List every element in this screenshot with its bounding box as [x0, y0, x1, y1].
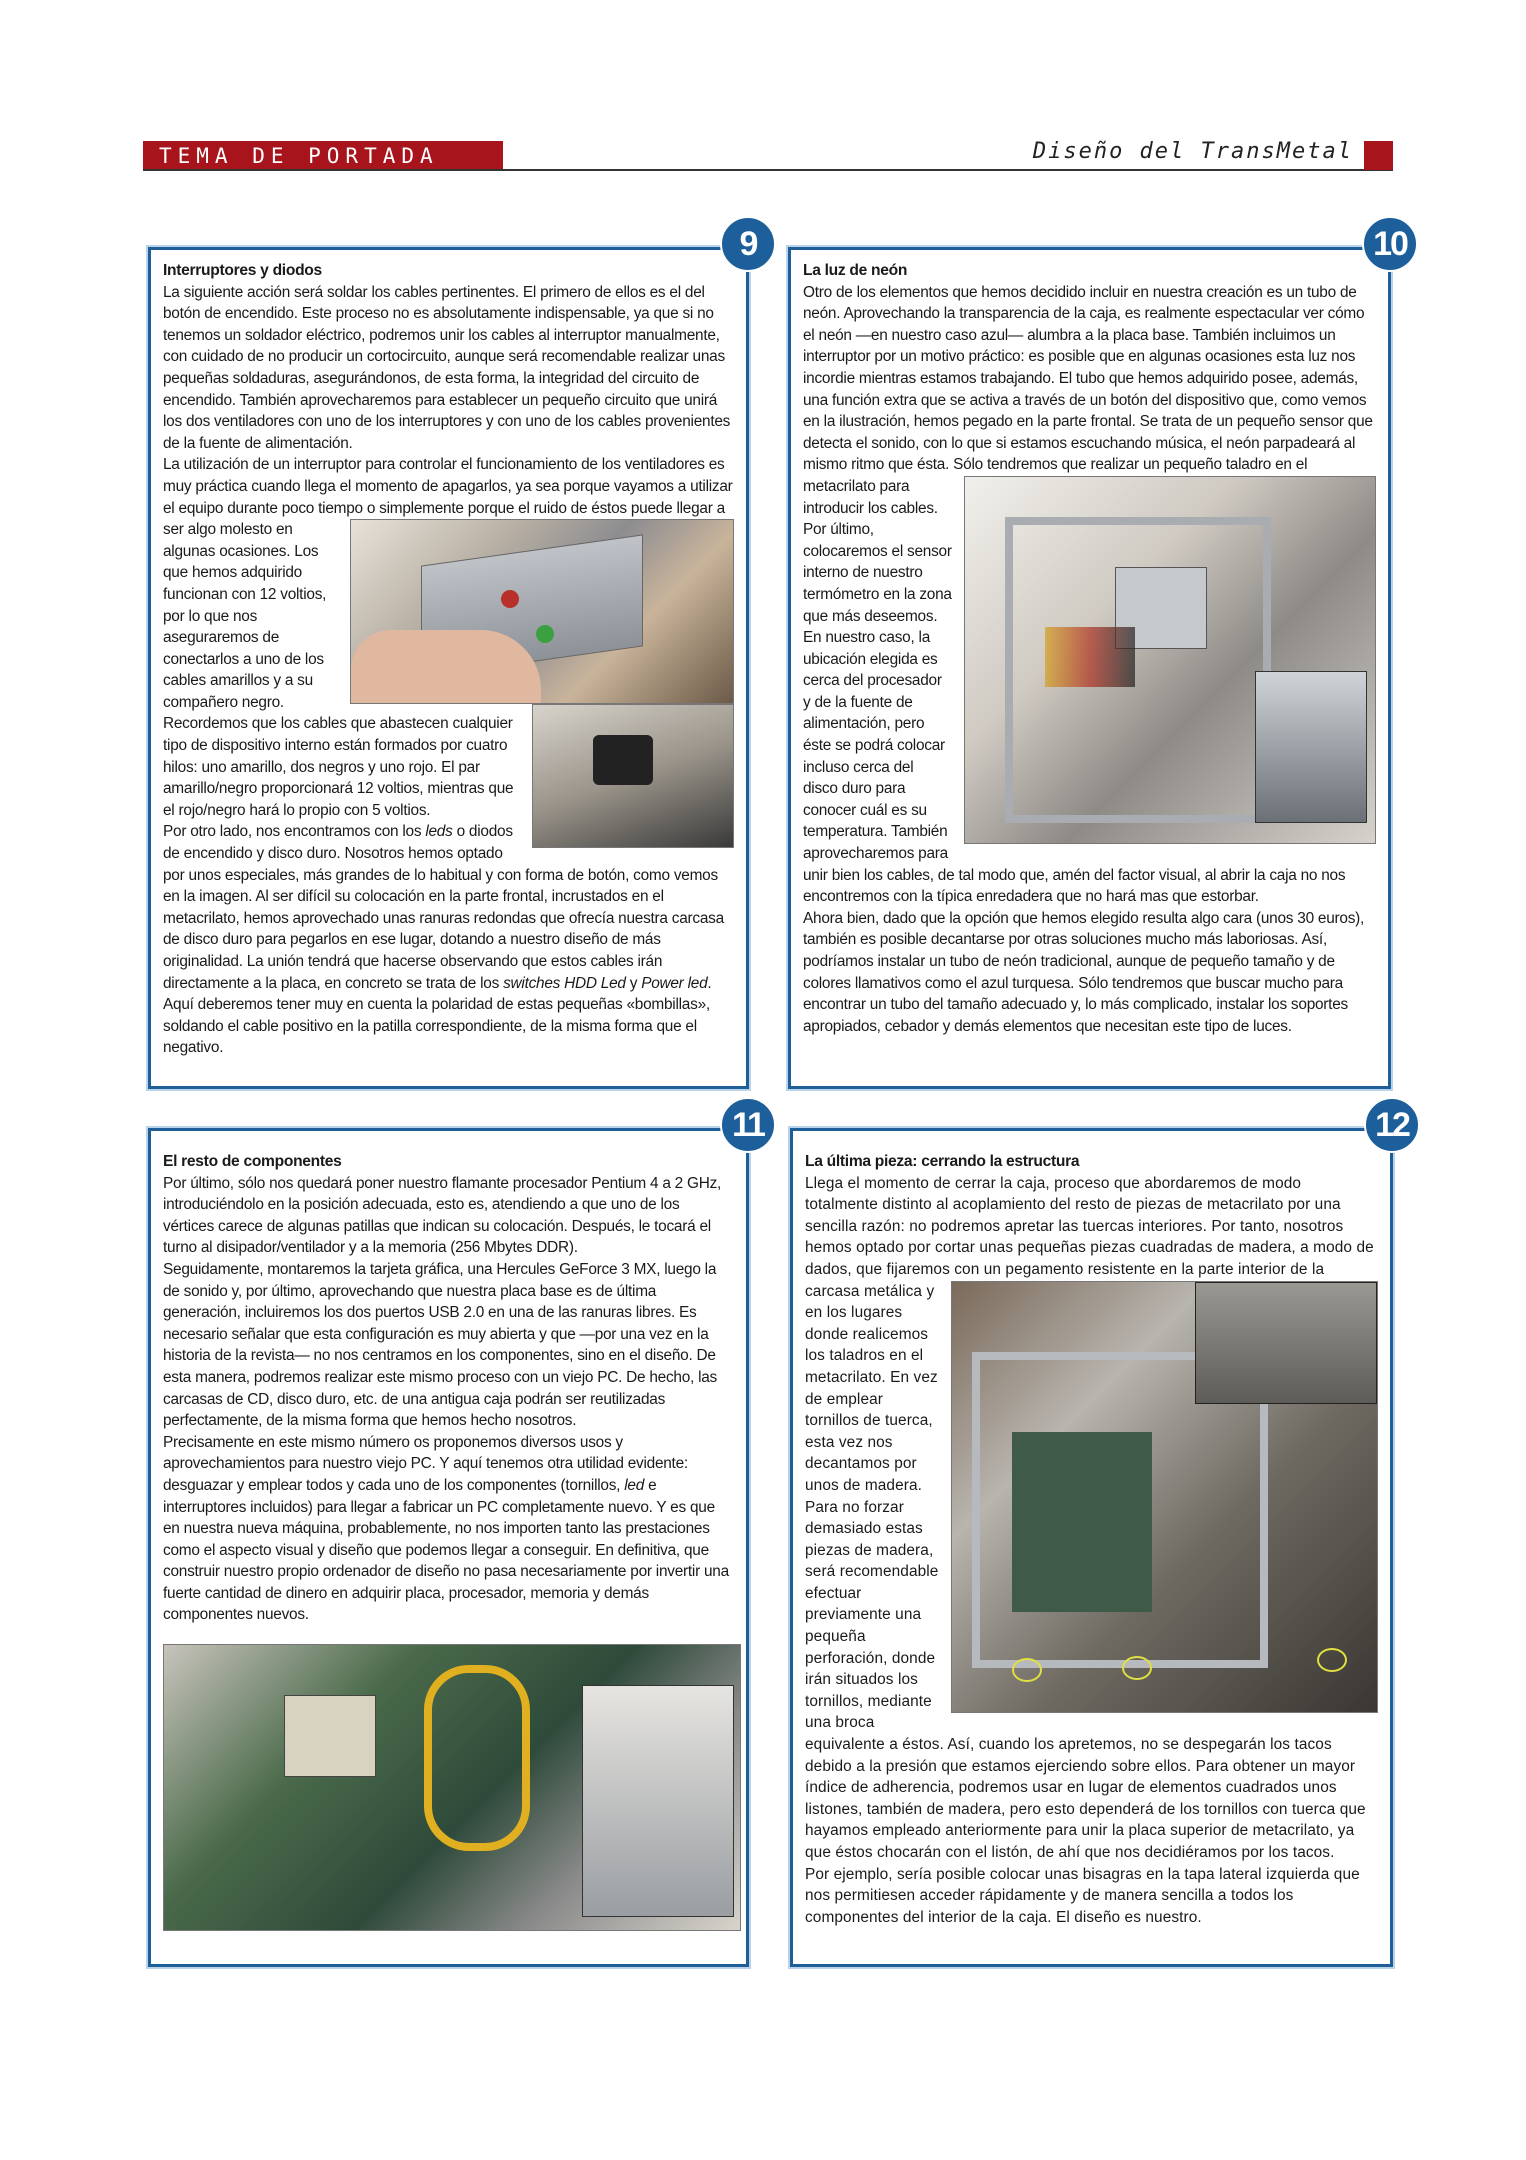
photo-neon-case — [964, 476, 1376, 844]
text: Precisamente en este mismo número os proponemos diversos usos y aprovechamientos para nuestro viejo PC. Y aquí tenemos otra utilidad evidente: desguazar y emplear todos y cada uno de los componentes (tornillos, — [163, 1433, 688, 1494]
screw-marker — [1122, 1656, 1152, 1680]
header-divider — [143, 169, 1393, 171]
screw-marker — [1012, 1658, 1042, 1682]
led-green — [536, 625, 554, 643]
text-italic: led — [624, 1476, 645, 1494]
text: Llega el momento de cerrar la caja, proceso que abordaremos de modo totalmente distinto al acoplamiento del resto de piezas de metacrilato por una sencilla razón: no podremos apretar las tuercas interiores. Por tanto, nosotros hemos optado por cortar unas pequeñas piezas cuadradas de madera, a modo de dados, que fijaremos con un pegamento resistente en la — [805, 1174, 1374, 1278]
inset-case — [582, 1685, 734, 1917]
text: puede llegar a ser algo molesto en algunas ocasiones. Los que hemos adquirido funcionan con 12 voltios, por lo que nos aseguraremos de conectarlos a uno de los cables amarillos y a su compañero negro. — [163, 499, 725, 711]
paragraph: Ahora bien, dado que la opción que hemos elegido resulta algo cara (unos 30 euros), también es posible decantarse por otras soluciones mucho más laboriosas. Así, podríamos instalar un tubo de neón tradicional, aunque de pequeño tamaño y de colores llamativos como el azul turquesa. Sólo tendremos que buscar mucho para encontrar un tubo del tamaño adecuado y, lo más complicado, instalar los soportes apropiados, cebador y demás elementos que necesitan este tipo de luces. — [803, 909, 1365, 1035]
step-box-11 — [148, 1106, 764, 1967]
text: La utilización de un interruptor para controlar el funcionamiento de los ventiladores es muy práctica cuando llega el momento de apagarlos, ya sea porque vayamos a utilizar el equipo durante poco tiempo o simplemente porque el ruido de éstos — [163, 456, 733, 517]
motherboard-shape — [1012, 1432, 1152, 1612]
paragraph: La siguiente acción será soldar los cables pertinentes. El primero de ellos es el del botón de encendido. Este proceso no es absolutamente indispensable, ya que si no tenemos un soldador eléctrico, podremos unir los cables al interruptor manualmente, con cuidado de no producir un cortocircuito, aunque será recomendable realizar unas pequeñas soldaduras, asegurándonos, de esta forma, la integridad del circuito de encendido. También aprovecharemos para establecer un pequeño circuito que unirá los dos ventiladores con uno de los interruptores y con uno de los cables provenientes de la fuente de alimentación. — [163, 283, 731, 452]
step-number-badge: 12 — [1364, 1097, 1420, 1153]
text: parte interior de la carcasa metálica y en los lugares donde realicemos los taladros en el metacrilato. En vez de emplear tornillos de tuerca, esta vez nos decantamos por unos de madera. Para no forzar demasiado estas piezas de madera, será recomendable efectuar previamente una pequeña perforación, donde irán situados los tornillos, mediante una broca equivalente a éstos. Así, cuando los apretemos, no se despegarán los tacos debido a la presión que estamos ejerciendo sobre ellos. Para obtener un mayor índice de adherencia, podremos usar en lugar de elementos cuadrados unos listones, también de madera, pero esto dependerá de los tornillos con tuerca que hayamos empleado anteriormente para unir la placa superior de metacrilato, ya que éstos chocarán con el listón, de ahí que nos decidiéramos por los tacos. — [805, 1260, 1366, 1861]
paragraph — [163, 821, 734, 1059]
step-number-badge: 11 — [720, 1097, 776, 1153]
paragraph — [163, 1432, 734, 1626]
photo-switch-wiring — [350, 519, 734, 704]
paragraph — [163, 454, 734, 713]
text: y — [625, 974, 642, 992]
step-title: El resto de componentes — [163, 1153, 342, 1170]
article-title: Diseño del TransMetal — [1032, 139, 1353, 164]
photo-switch-detail — [532, 704, 734, 848]
text: e interruptores incluidos) para llegar a fabricar un PC completamente nuevo. Y es que en nuestra nueva máquina, probablemente, no nos importen tanto las prestaciones como el aspecto visual y diseño que podemos llegar a conseguir. En definitiva, que construir nuestro propio ordenador de diseño no pasa necesariamente por invertir una fuerte cantidad de dinero en adquirir placa, procesador, memoria y demás componentes nuevos. — [163, 1476, 729, 1624]
switch-shape — [593, 735, 653, 785]
paragraph — [805, 1173, 1378, 1864]
cables-shape — [1045, 627, 1135, 687]
text: . Aquí deberemos tener muy en cuenta la polaridad de estas pequeñas «bombillas», soldando el cable positivo en la patilla correspondiente, de la misma forma que el negativo. — [163, 974, 712, 1057]
step-box-10 — [788, 225, 1407, 1089]
step-box-9 — [148, 225, 757, 1089]
paragraph: Por último, sólo nos quedará poner nuestro flamante procesador Pentium 4 a 2 GHz, introduciéndolo en la posición adecuada, esto es, atendiendo a que uno de los vértices carece de algunas patillas que indican su colocación. Después, le tocará el turno al disipador/ventilador y a la memoria (256 Mbytes DDR). — [163, 1174, 722, 1257]
text: que realizar un pequeño taladro en el metacrilato para introducir los cables. — [803, 456, 1308, 517]
text-italic: Power led — [641, 974, 708, 992]
inset-sensor — [1255, 671, 1367, 823]
led-red — [501, 590, 519, 608]
paragraph: Seguidamente, montaremos la tarjeta gráfica, una Hercules GeForce 3 MX, luego la de sonido y, por último, aprovechando que nuestra placa base es de última generación, incluiremos los dos puertos USB 2.0 en una de las ranuras libres. Es necesario señalar que esta configuración es muy abierta y que —por una vez en la historia de la revista— no nos centramos en los componentes, sino en el diseño. De esta manera, podremos realizar este mismo proceso con un viejo PC. De hecho, las carcasas de CD, disco duro, etc. de una antigua caja podrán ser reutilizadas perfectamente, de la misma forma que hemos hecho nosotros. — [163, 1260, 718, 1430]
photo-motherboard — [163, 1644, 741, 1931]
text-italic: leds — [425, 823, 453, 841]
paragraph — [803, 282, 1376, 520]
text: Por otro lado, nos encontramos con los — [163, 823, 426, 841]
paragraph: Por último, colocaremos el sensor interno de nuestro termómetro en la zona que más deseemos. En nuestro caso, la ubicación elegida es cerca del procesador y de la fuente de alimentación, pero éste se podrá colocar incluso cerca del disco duro para conocer cuál es su temperatura. También aprovecharemos para unir bien los cables, de tal modo que, amén del factor visual, al abrir la caja no nos encontremos con la típica enredadera que no hará mas que estorbar. — [803, 521, 1346, 906]
step-number-badge: 9 — [720, 216, 776, 272]
text-italic: switches HDD Led — [503, 974, 626, 992]
text: Otro de los elementos que hemos decidido incluir en nuestra creación es un tubo de neón. Aprovechando la transparencia de la caja, es realmente espectacular ver cómo el neón —en nuestro caso azul— alumbra a la placa base. También incluimos un interruptor por un motivo práctico: es posible que en algunas ocasiones esta luz nos incordie mientras estamos trabajando. El tubo que hemos adquirido posee, además, una función extra que se activa a través de un botón del dispositivo que, como vemos en la ilustración, hemos pegado en la parte frontal. Se trata de un pequeño sensor que detecta el sonido, con lo que si estamos escuchando música, el neón parpadeará al mismo ritmo que ésta. Sólo tendremos — [803, 283, 1373, 474]
header-accent-block — [1364, 141, 1393, 170]
inset-screws — [1195, 1282, 1377, 1404]
screw-marker — [1317, 1648, 1347, 1672]
paragraph: Recordemos que los cables que abastecen cualquier tipo de dispositivo interno están formados por cuatro hilos: uno amarillo, dos negros y uno rojo. El par amarillo/negro proporcionará 12 voltios, mientras que el rojo/negro hará lo propio con 5 voltios. — [163, 715, 514, 819]
step-title: Interruptores y diodos — [163, 262, 322, 279]
step-box-12 — [790, 1106, 1409, 1967]
step-title: La última pieza: cerrando la estructura — [805, 1153, 1080, 1170]
paragraph: Por ejemplo, sería posible colocar unas bisagras en la tapa lateral izquierda que nos permitiesen acceder rápidamente y de manera sencilla a todos los componentes del interior de la caja. El diseño es nuestro. — [805, 1865, 1360, 1926]
text: o diodos de encendido y disco duro. Nosotros hemos optado por unos especiales, más grandes de lo habitual y con forma de botón, como vemos en la imagen. Al ser difícil su colocación en la parte frontal, incrustados en el metacrilato, hemos aprovechado unas ranuras redondas que ofrecía nuestra carcasa de disco duro para pegarlos en ese lugar, dotando a nuestro diseño de más originalidad. La unión tendrá que hacerse observando que estos cables irán directamente a la placa, en concreto se trata de los — [163, 823, 724, 992]
photo-closing-case — [951, 1281, 1378, 1713]
hand-shape — [351, 630, 541, 704]
step-number-badge: 10 — [1362, 216, 1418, 272]
section-label: TEMA DE PORTADA — [143, 141, 503, 170]
step-title: La luz de neón — [803, 262, 908, 279]
cpu-socket-shape — [284, 1695, 376, 1777]
yellow-cable-shape — [424, 1665, 530, 1851]
